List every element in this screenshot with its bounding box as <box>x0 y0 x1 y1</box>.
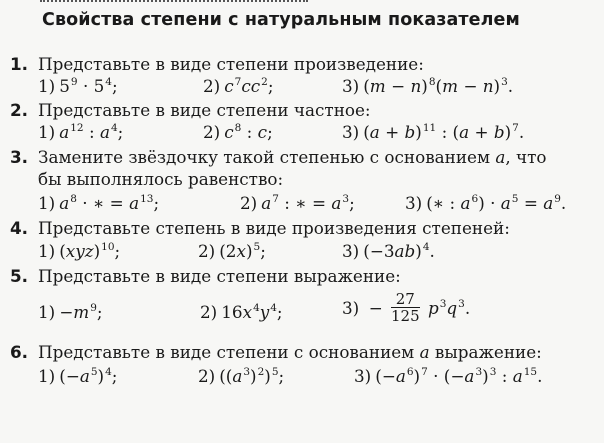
exercise: 2) $a^7$ : ∗ = $a^3$; <box>240 193 355 213</box>
task-statement: Представьте в виде степени частное: <box>38 100 371 120</box>
page-title: Свойства степени с натуральным показателем <box>42 10 520 30</box>
task-statement: Представьте степень в виде произведения степеней: <box>38 218 510 238</box>
task-statement: Представьте в виде степени произведение: <box>38 54 424 74</box>
exercise: $1) -m^9$; <box>38 302 103 322</box>
task-number: 1. <box>10 54 29 74</box>
exercise: 3) (∗ : $a^6) \cdot a^5 = a^9$. <box>405 193 567 213</box>
exercise: 3) $(-3ab)^4$. <box>342 241 435 261</box>
exercise: 1) $a^{12}$ : $a^4$; <box>38 122 124 142</box>
exercise: 2) $c^8$ : c; <box>203 122 273 142</box>
task-number: 6. <box>10 342 29 362</box>
exercise: 1) $a^8$ · ∗ = $a^{13}$; <box>38 193 160 213</box>
exercise: 3) $(-a^6)^7 \cdot (-a^3)^3$ : $a^{15}$. <box>354 366 543 386</box>
exercise: 1) $(-a^5)^4$; <box>38 366 118 386</box>
top-rule <box>40 0 308 2</box>
exercise: 1) $5^9 \cdot 5^4$; <box>38 76 118 96</box>
task-number: 2. <box>10 100 29 120</box>
exercise: 3) $(m - n)^8(m - n)^3$. <box>342 76 514 96</box>
exercise: 2) $16x^4y^4$; <box>200 302 283 322</box>
task-statement: Представьте в виде степени выражение: <box>38 266 401 286</box>
exercise: 1) (xyz)$^{10}$; <box>38 241 121 261</box>
exercise: 3) $(a + b)^{11}$ : $(a + b)^7$. <box>342 122 525 142</box>
task-statement: Представьте в виде степени с основанием a выражение: <box>38 342 542 362</box>
task-statement-continued: бы выполнялось равенство: <box>38 169 284 189</box>
fraction: $\frac{27}{125}$ <box>390 290 420 325</box>
task-number: 4. <box>10 218 29 238</box>
task-statement: Замените звёздочку такой степенью с основанием a, что <box>38 147 547 167</box>
exercise: 3) − $\frac{27}{125}$ $p^3q^3$. <box>342 290 471 325</box>
exercise: 2) $(2x)^5$; <box>198 241 266 261</box>
exercise: 2) $((a^3)^2)^5$; <box>198 366 285 386</box>
task-number: 5. <box>10 266 29 286</box>
task-number: 3. <box>10 147 29 167</box>
exercise: 2) $c^7cc^2$; <box>203 76 274 96</box>
